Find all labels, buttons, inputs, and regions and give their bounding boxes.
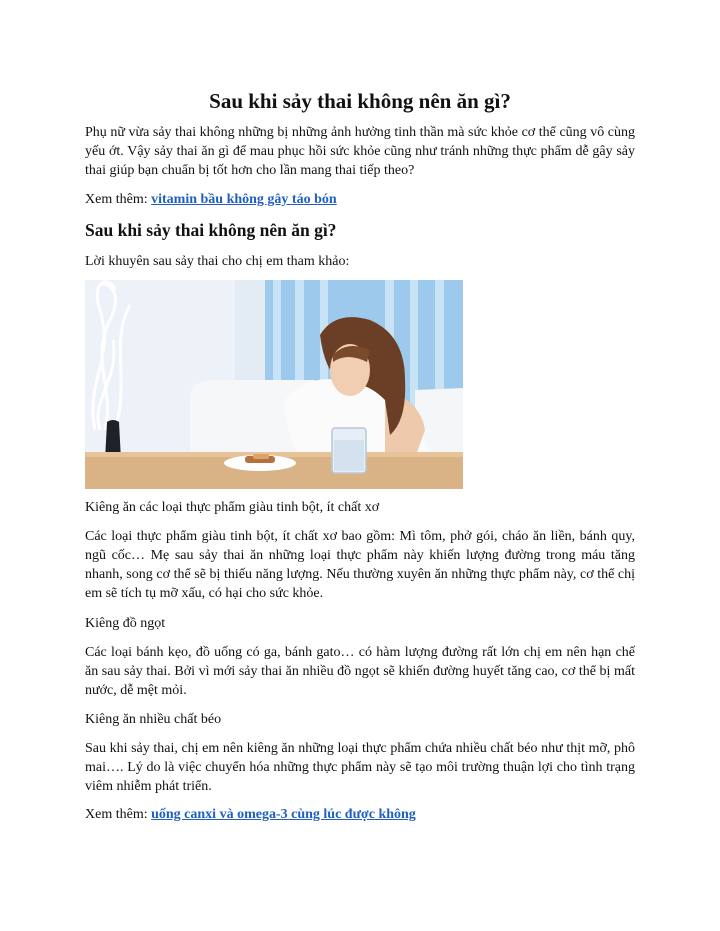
section-3 bbox=[85, 710, 635, 796]
see-also-1-prefix: Xem thêm: bbox=[85, 192, 152, 207]
section-1 bbox=[85, 498, 635, 603]
section-2-body: Các loại bánh kẹo, đồ uống có ga, bánh gato… có hàm lượng đường rất lớn chị em nên hạn chế ăn sau sảy thai. Bởi vì mới sảy thai ăn nhiều đồ ngọt sẽ khiến đường huyết tăng cao, cơ thể bị mất nước, dễ mệt mỏi. bbox=[85, 645, 635, 698]
page-title: Sau khi sảy thai không nên ăn gì? bbox=[209, 89, 511, 113]
section-2 bbox=[85, 614, 635, 700]
section-1-body: Các loại thực phẩm giàu tinh bột, ít chất xơ bao gồm: Mì tôm, phở gói, cháo ăn liền, bánh quy, ngũ cốc… Mẹ sau sảy thai ăn những loại thực phẩm này khiến lượng đường trong máu tăng nhanh, song cơ thể sẽ bị thiếu năng lượng. Nếu thường xuyên ăn những thực phẩm này, cơ thể chị em sẽ tích tụ mỡ xấu, có hại cho sức khỏe. bbox=[85, 529, 635, 601]
section-3-heading: Kiêng ăn nhiều chất béo bbox=[85, 712, 222, 727]
section-heading: Sau khi sảy thai không nên ăn gì? bbox=[85, 220, 337, 240]
see-also-2-link[interactable]: uống canxi và omega-3 cùng lúc được không bbox=[151, 807, 416, 822]
see-also-1 bbox=[85, 190, 635, 209]
advice-intro: Lời khuyên sau sảy thai cho chị em tham khảo: bbox=[85, 254, 350, 269]
intro-paragraph: Phụ nữ vừa sảy thai không những bị những ảnh hưởng tinh thần mà sức khỏe cơ thể cũng vô cùng yếu ớt. Vậy sảy thai ăn gì để mau phục hồi sức khỏe cũng như tránh những thực phẩm dễ gây sảy thai giúp bạn chuẩn bị tốt hơn cho lần mang thai tiếp theo? bbox=[85, 125, 635, 178]
section-2-heading: Kiêng đồ ngọt bbox=[85, 616, 166, 631]
see-also-1-link[interactable]: vitamin bầu không gây táo bón bbox=[151, 192, 337, 207]
section-heading-block bbox=[85, 219, 635, 241]
intro-paragraph-block bbox=[85, 123, 635, 180]
section-3-body: Sau khi sảy thai, chị em nên kiêng ăn những loại thực phẩm chứa nhiều chất béo như thịt mỡ, phô mai…. Lý do là việc chuyển hóa những thực phẩm này sẽ tạo môi trường thuận lợi cho tình trạng viêm nhiễm phát triển. bbox=[85, 741, 635, 794]
advice-intro-block bbox=[85, 252, 635, 271]
see-also-2 bbox=[85, 805, 635, 824]
section-1-heading: Kiêng ăn các loại thực phẩm giàu tinh bột, ít chất xơ bbox=[85, 500, 380, 515]
see-also-2-prefix: Xem thêm: bbox=[85, 807, 152, 822]
article-photo bbox=[85, 280, 463, 489]
